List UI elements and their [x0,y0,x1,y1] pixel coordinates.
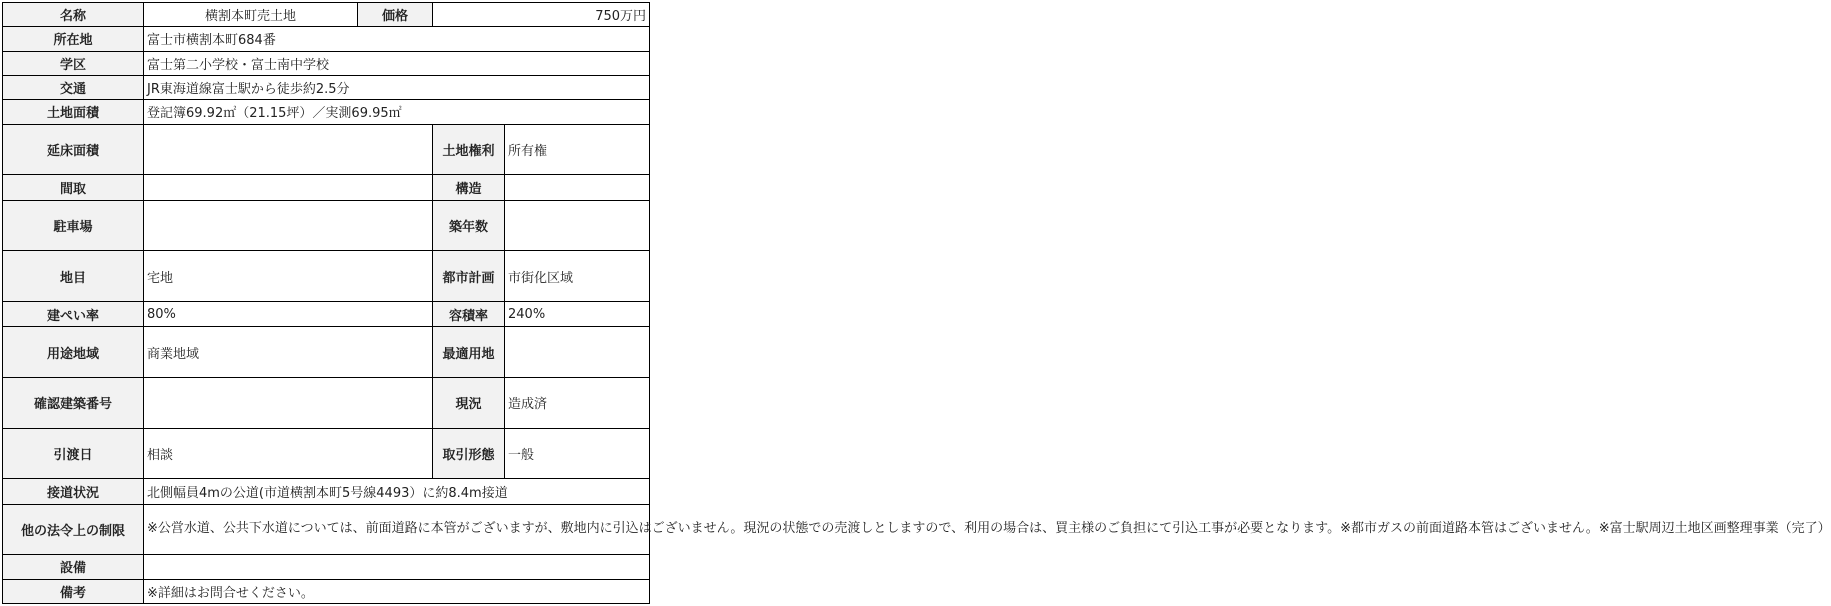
property-info-table [2,2,1831,604]
coverage-label: 建ぺい率 [3,301,144,326]
building-age-label: 築年数 [433,200,505,251]
transaction-value: 一般 [505,428,650,479]
coverage-value: 80% [144,301,433,326]
land-category-label: 地目 [3,251,144,302]
row-layout [3,175,650,200]
zoning-value: 商業地域 [144,327,433,378]
best-use-label: 最適用地 [433,327,505,378]
location-value: 富士市横割本町684番 [144,27,650,51]
row-land-area [3,100,650,124]
parking-label: 駐車場 [3,200,144,251]
building-age-value [505,200,650,251]
row-transport [3,75,650,99]
structure-label: 構造 [433,175,505,200]
facilities-value [144,555,650,579]
land-area-value: 登記簿69.92㎡（21.15坪）／実測69.95㎡ [144,100,650,124]
row-location [3,27,650,51]
row-parking [3,200,650,251]
zoning-label: 用途地域 [3,327,144,378]
land-right-label: 土地権利 [433,124,505,175]
land-category-value: 宅地 [144,251,433,302]
legal-label: 他の法令上の制限 [3,504,144,555]
current-value: 造成済 [505,377,650,428]
row-floor-area [3,124,650,175]
row-confirm-no [3,377,650,428]
road-value: 北側幅員4mの公道(市道横割本町5号線4493）に約8.4m接道 [144,479,650,504]
price-value: 750万円 [433,3,650,27]
floor-ratio-value: 240% [505,301,650,326]
land-area-label: 土地面積 [3,100,144,124]
name-value: 横割本町売土地 [144,3,358,27]
delivery-label: 引渡日 [3,428,144,479]
current-label: 現況 [433,377,505,428]
name-label: 名称 [3,3,144,27]
legal-value: ※公営水道、公共下水道については、前面道路に本管がございますが、敷地内に引込はございません。現況の状態での売渡しとしますので、利用の場合は、買主様のご負担にて引込工事が必要となります。※都市ガスの前面道路本管はございません。※富士駅周辺土地区画整理事業（完了） [144,504,650,555]
school-value: 富士第二小学校・富士南中学校 [144,51,650,75]
remarks-label: 備考 [3,579,144,603]
confirm-no-label: 確認建築番号 [3,377,144,428]
row-land-category [3,251,650,302]
price-label: 価格 [358,3,433,27]
structure-value [505,175,650,200]
best-use-value [505,327,650,378]
delivery-value: 相談 [144,428,433,479]
row-facilities [3,555,650,579]
school-label: 学区 [3,51,144,75]
transaction-label: 取引形態 [433,428,505,479]
layout-value [144,175,433,200]
row-zoning [3,327,650,378]
transport-label: 交通 [3,75,144,99]
row-road [3,479,650,504]
facilities-label: 設備 [3,555,144,579]
city-planning-value: 市街化区域 [505,251,650,302]
land-right-value: 所有権 [505,124,650,175]
confirm-no-value [144,377,433,428]
floor-area-label: 延床面積 [3,124,144,175]
row-coverage [3,301,650,326]
row-delivery [3,428,650,479]
remarks-value: ※詳細はお問合せください。 [144,579,650,603]
row-name [3,3,650,27]
transport-value: JR東海道線富士駅から徒歩約2.5分 [144,75,650,99]
parking-value [144,200,433,251]
road-label: 接道状況 [3,479,144,504]
row-legal [3,504,650,555]
floor-ratio-label: 容積率 [433,301,505,326]
location-label: 所在地 [3,27,144,51]
row-remarks [3,579,650,603]
city-planning-label: 都市計画 [433,251,505,302]
row-school [3,51,650,75]
floor-area-value [144,124,433,175]
layout-label: 間取 [3,175,144,200]
